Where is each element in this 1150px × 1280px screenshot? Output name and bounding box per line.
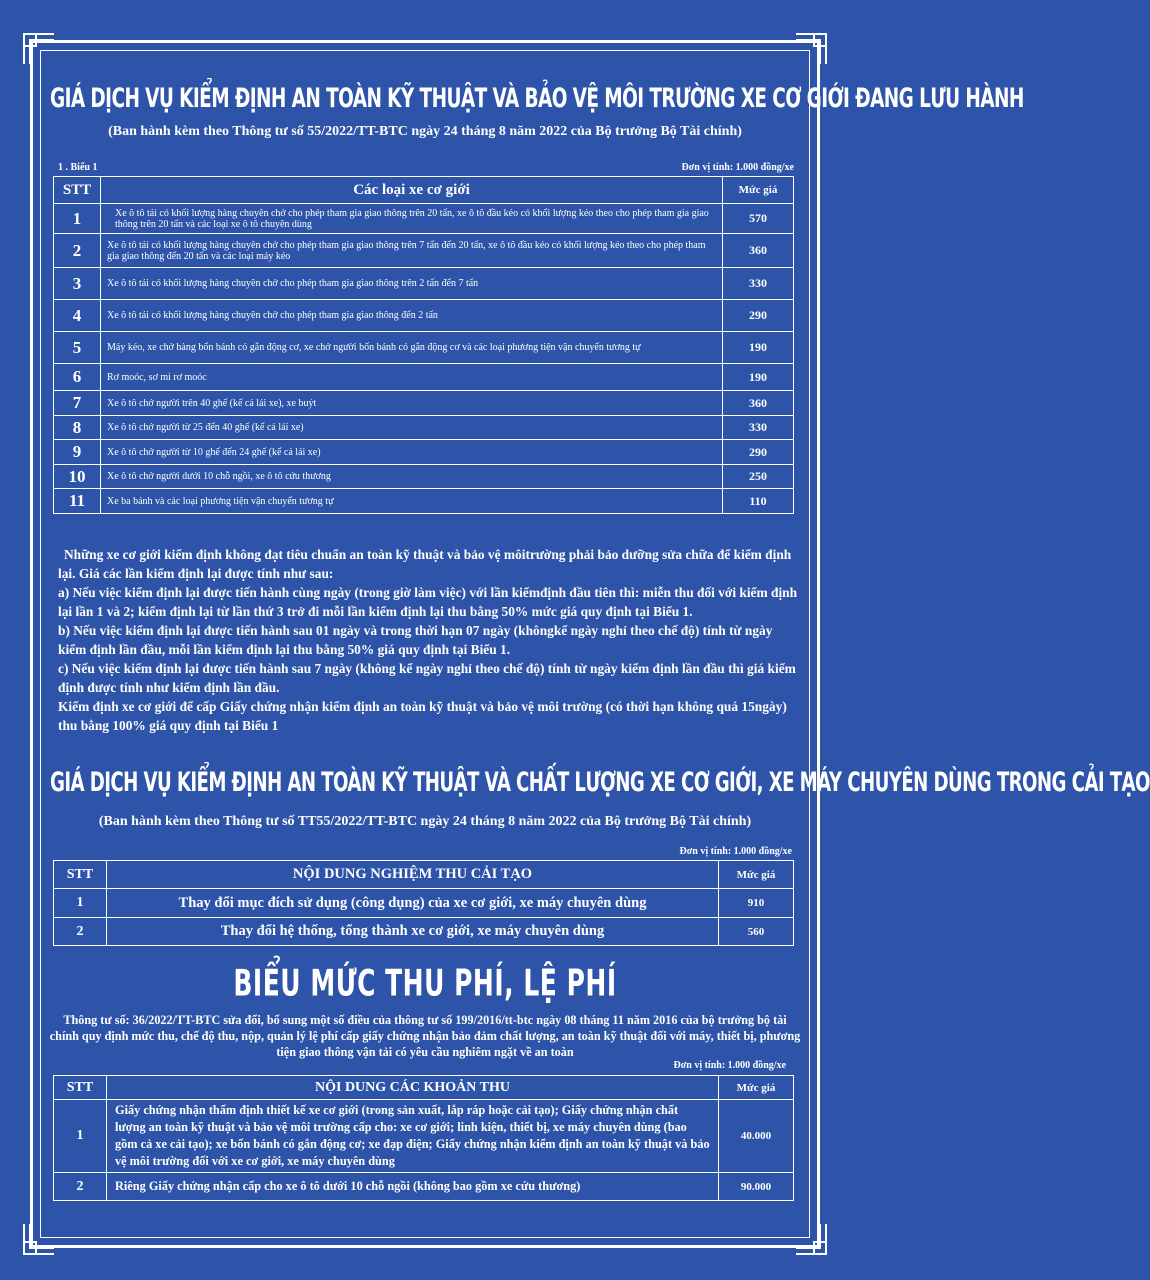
- header-price: Mức giá: [719, 861, 794, 889]
- row-price: 560: [719, 918, 794, 946]
- table-row: [54, 416, 794, 440]
- section1-unit: Đơn vị tính: 1.000 đồng/xe: [681, 162, 794, 173]
- reinspection-notes: [58, 545, 798, 735]
- row-stt: 7: [54, 391, 101, 416]
- header-desc: NỘI DUNG CÁC KHOẢN THU: [107, 1076, 719, 1100]
- row-desc: Xe ô tô tải có khối lượng hàng chuyên chở cho phép tham gia giao thông trên 2 tấn đến 7 tấn: [101, 268, 723, 300]
- row-stt: 2: [54, 1173, 107, 1201]
- corner-ornament-icon: [22, 32, 56, 66]
- row-price: 190: [723, 332, 794, 364]
- corner-ornament-icon: [794, 32, 828, 66]
- table-row: [54, 268, 794, 300]
- table-header-row: [54, 861, 794, 889]
- table-header-row: [54, 177, 794, 204]
- row-desc: Xe ô tô tải có khối lượng hàng chuyên chở cho phép tham gia giao thông đến 2 tấn: [101, 300, 723, 332]
- section2-title: GIÁ DỊCH VỤ KIỂM ĐỊNH AN TOÀN KỸ THUẬT VÀ CHẤT LƯỢNG XE CƠ GIỚI, XE MÁY CHUYÊN DÙNG TRONG CẢI TẠO: [50, 768, 1150, 799]
- fee-table: [53, 1075, 794, 1201]
- row-stt: 6: [54, 364, 101, 391]
- table-row: [54, 889, 794, 918]
- row-desc: Xe ba bánh và các loại phương tiện vận chuyển tương tự: [101, 489, 723, 514]
- table-row: [54, 440, 794, 465]
- row-desc: Xe ô tô tải có khối lượng hàng chuyên chở cho phép tham gia giao thông trên 7 tấn đến 20 tấn, xe ô tô đầu kéo có khối lượng kéo theo cho phép tham gia giao thông đến 20 tấn và các loại máy kéo: [101, 234, 723, 268]
- notes-a: a) Nếu việc kiểm định lại được tiến hành cùng ngày (trong giờ làm việc) với lần kiểmđịnh đầu tiên thì: miễn thu đối với kiểm định lại lần 1 và 2; kiểm định lại từ lần thứ 3 trở đi mỗi lần kiểm định lại thu bằng 50% mức giá quy định tại Biểu 1.: [58, 585, 798, 619]
- row-stt: 1: [54, 889, 107, 918]
- section3-title: BIỂU MỨC THU PHÍ, LỆ PHÍ: [233, 962, 617, 1005]
- row-stt: 2: [54, 918, 107, 946]
- header-stt: STT: [54, 177, 101, 204]
- table-row: [54, 332, 794, 364]
- row-stt: 1: [54, 1100, 107, 1173]
- row-desc: Thay đổi mục đích sử dụng (công dụng) của xe cơ giới, xe máy chuyên dùng: [107, 889, 719, 918]
- table-row: [54, 1173, 794, 1201]
- section3-unit: Đơn vị tính: 1.000 đồng/xe: [673, 1060, 786, 1071]
- section1-subtitle: (Ban hành kèm theo Thông tư số 55/2022/TT-BTC ngày 24 tháng 8 năm 2022 của Bộ trưởng Bộ Tài chính): [108, 124, 742, 139]
- notes-intro: Những xe cơ giới kiểm định không đạt tiêu chuẩn an toàn kỹ thuật và bảo vệ môitrường phải bảo dưỡng sửa chữa để kiểm định lại. Giá các lần kiểm định lại được tính như sau:: [58, 547, 792, 581]
- row-desc: Thay đổi hệ thống, tổng thành xe cơ giới, xe máy chuyên dùng: [107, 918, 719, 946]
- section2-subtitle: (Ban hành kèm theo Thông tư số TT55/2022/TT-BTC ngày 24 tháng 8 năm 2022 của Bộ trưởng Bộ Tài chính): [98, 814, 752, 829]
- row-stt: 11: [54, 489, 101, 514]
- row-price: 90.000: [719, 1173, 794, 1201]
- row-desc: Xe ô tô chở người từ 25 đến 40 ghế (kể cả lái xe): [101, 416, 723, 440]
- renovation-price-table: [53, 860, 794, 946]
- row-stt: 10: [54, 465, 101, 489]
- row-desc: Xe ô tô tải có khối lượng hàng chuyên chở cho phép tham gia giao thông trên 20 tấn, xe ô tô đầu kéo có khối lượng kéo theo cho phép tham gia giao thông trên 20 tấn và các loại xe ô tô chuyên dùng: [101, 204, 723, 234]
- notes-c: c) Nếu việc kiểm định lại được tiến hành sau 7 ngày (không kể ngày nghỉ theo chế độ) tính từ ngày kiểm định lần đầu thì giá kiểm định được tính như kiểm định lần đầu.: [58, 661, 796, 695]
- row-stt: 9: [54, 440, 101, 465]
- row-price: 330: [723, 268, 794, 300]
- table-row: [54, 489, 794, 514]
- row-desc: Xe ô tô chở người từ 10 ghế đến 24 ghế (kể cả lái xe): [101, 440, 723, 465]
- header-price: Mức giá: [719, 1076, 794, 1100]
- row-desc: Giấy chứng nhận thẩm định thiết kế xe cơ giới (trong sản xuất, lắp ráp hoặc cải tạo); Giấy chứng nhận chất lượng an toàn kỹ thuật và bảo vệ môi trường cấp cho: xe cơ giới; linh kiện, thiết bị, xe máy chuyên dùng (bao gồm cả xe cải tạo); xe bốn bánh có gắn động cơ; xe đạp điện; Giấy chứng nhận kiểm định an toàn kỹ thuật và bảo vệ môi trường đối với xe cơ giới, xe máy chuyên dùng: [107, 1100, 719, 1173]
- header-stt: STT: [54, 1076, 107, 1100]
- row-stt: 2: [54, 234, 101, 268]
- bieu-label: 1 . Biểu 1: [58, 162, 98, 173]
- header-desc: NỘI DUNG NGHIỆM THU CẢI TẠO: [107, 861, 719, 889]
- header-desc: Các loại xe cơ giới: [101, 177, 723, 204]
- corner-ornament-icon: [794, 1222, 828, 1256]
- vehicle-price-table: [53, 176, 794, 514]
- row-desc: Xe ô tô chở người dưới 10 chỗ ngồi, xe ô tô cứu thương: [101, 465, 723, 489]
- row-desc: Máy kéo, xe chở hàng bốn bánh có gắn động cơ, xe chở người bốn bánh có gắn động cơ và các loại phương tiện vận chuyển tương tự: [101, 332, 723, 364]
- row-price: 290: [723, 440, 794, 465]
- row-desc: Xe ô tô chở người trên 40 ghế (kể cả lái xe), xe buýt: [101, 391, 723, 416]
- row-desc: Riêng Giấy chứng nhận cấp cho xe ô tô dưới 10 chỗ ngồi (không bao gồm xe cứu thương): [107, 1173, 719, 1201]
- section2-unit: Đơn vị tính: 1.000 đồng/xe: [679, 846, 792, 857]
- row-price: 570: [723, 204, 794, 234]
- row-price: 910: [719, 889, 794, 918]
- notes-d: Kiểm định xe cơ giới để cấp Giấy chứng nhận kiểm định an toàn kỹ thuật và bảo vệ môi trường (có thời hạn không quá 15ngày) thu bằng 100% giá quy định tại Biểu 1: [58, 699, 787, 733]
- header-stt: STT: [54, 861, 107, 889]
- section1-title: GIÁ DỊCH VỤ KIỂM ĐỊNH AN TOÀN KỸ THUẬT VÀ BẢO VỆ MÔI TRƯỜNG XE CƠ GIỚI ĐANG LƯU HÀNH: [50, 84, 1024, 115]
- table-row: [54, 364, 794, 391]
- row-price: 360: [723, 234, 794, 268]
- row-stt: 5: [54, 332, 101, 364]
- row-stt: 8: [54, 416, 101, 440]
- table-header-row: [54, 1076, 794, 1100]
- table-row: [54, 1100, 794, 1173]
- row-price: 360: [723, 391, 794, 416]
- row-price: 110: [723, 489, 794, 514]
- row-stt: 3: [54, 268, 101, 300]
- section3-description: Thông tư số: 36/2022/TT-BTC sửa đổi, bổ sung một số điều của thông tư số 199/2016/tt-btc ngày 08 tháng 11 năm 2016 của bộ trưởng bộ tài chính quy định mức thu, chế độ thu, nộp, quản lý lệ phí cấp giấy chứng nhận bảo đảm chất lượng, an toàn kỹ thuật đối với máy, thiết bị, phương tiện giao thông vận tải có yêu cầu nghiêm ngặt về an toàn: [49, 1013, 801, 1059]
- corner-ornament-icon: [22, 1222, 56, 1256]
- table-row: [54, 204, 794, 234]
- table-row: [54, 465, 794, 489]
- row-price: 330: [723, 416, 794, 440]
- row-price: 190: [723, 364, 794, 391]
- table-row: [54, 300, 794, 332]
- row-price: 40.000: [719, 1100, 794, 1173]
- table-row: [54, 391, 794, 416]
- row-price: 250: [723, 465, 794, 489]
- table-row: [54, 918, 794, 946]
- row-stt: 1: [54, 204, 101, 234]
- table-row: [54, 234, 794, 268]
- notes-b: b) Nếu việc kiểm định lại được tiến hành sau 01 ngày và trong thời hạn 07 ngày (khôngkể ngày nghỉ theo chế độ) tính từ ngày kiểm định lần đầu, mỗi lần kiểm định lại thu bằng 50% giá quy định tại Biểu 1.: [58, 623, 773, 657]
- row-stt: 4: [54, 300, 101, 332]
- row-desc: Rơ moóc, sơ mi rơ moóc: [101, 364, 723, 391]
- row-price: 290: [723, 300, 794, 332]
- header-price: Mức giá: [723, 177, 794, 204]
